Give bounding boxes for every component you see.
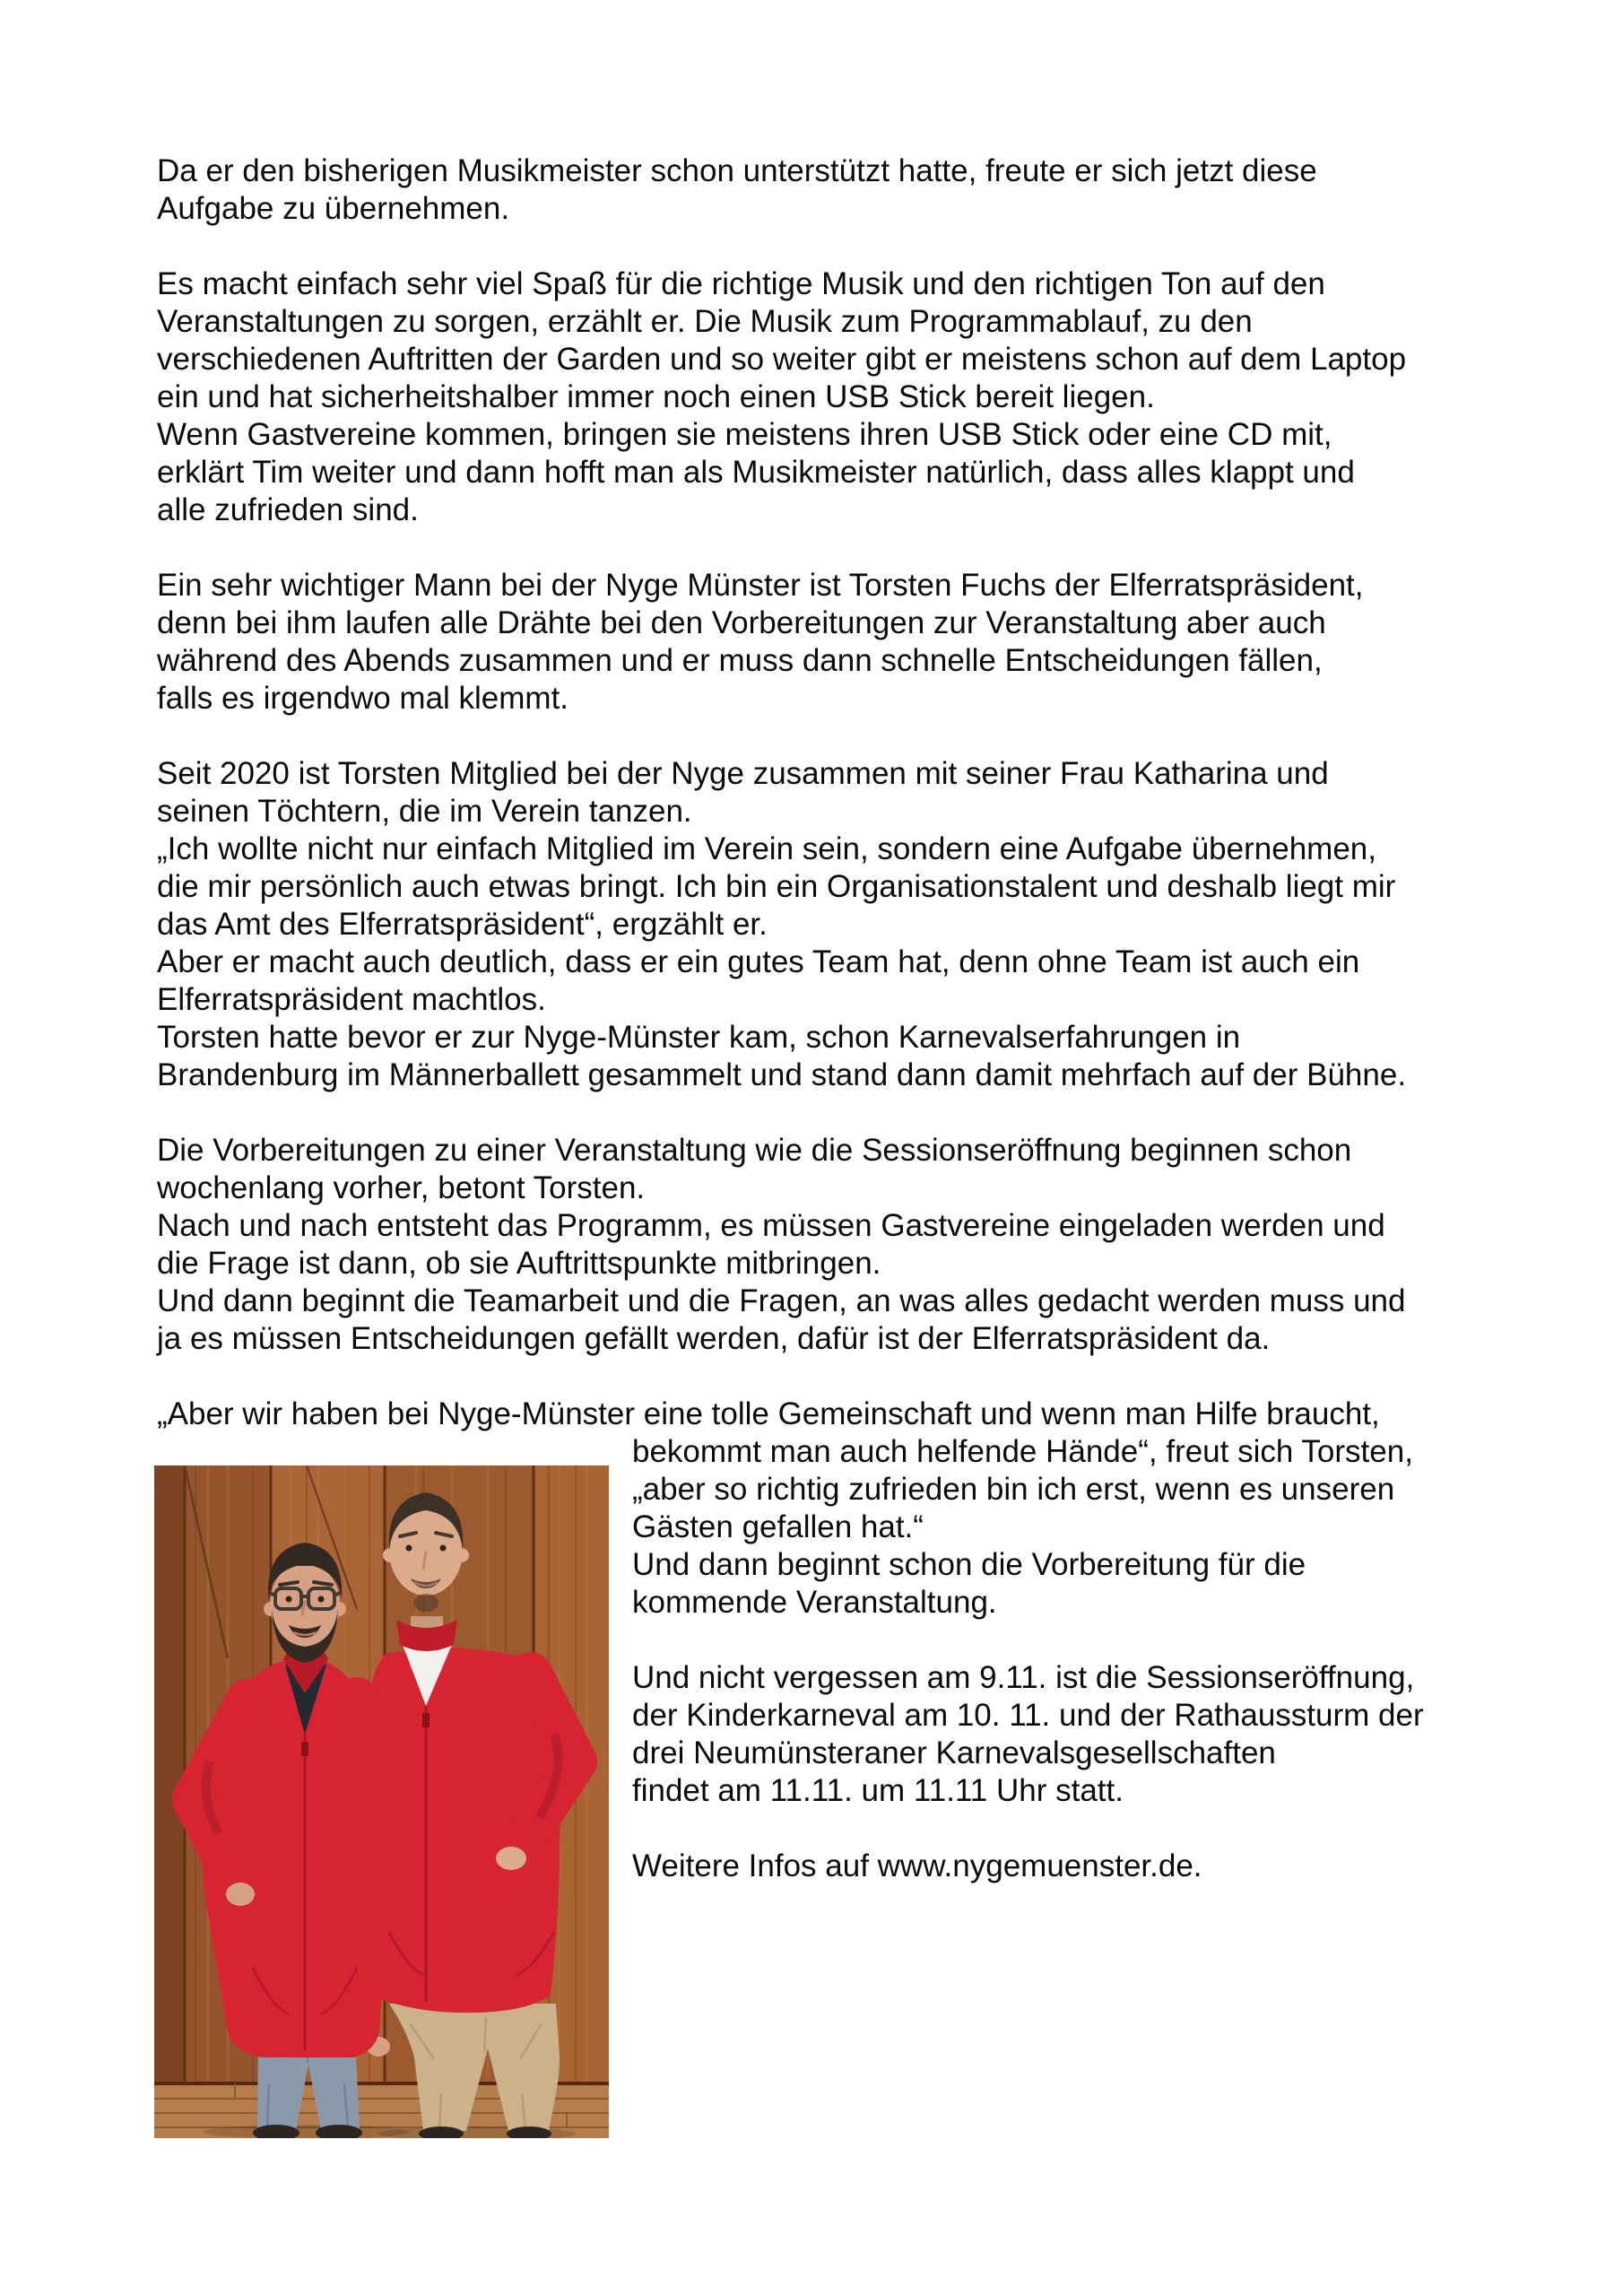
text-line: Brandenburg im Männerballett gesammelt und stand dann damit mehrfach auf der Bühne. [157, 1057, 1407, 1092]
wrapped-text-column [632, 1433, 1424, 1885]
blank-line [632, 1622, 1424, 1659]
text-line: Und dann beginnt die Teamarbeit und die Fragen, an was alles gedacht werden muss und [157, 1283, 1406, 1318]
text-line: Ein sehr wichtiger Mann bei der Nyge Münster ist Torsten Fuchs der Elferratspräsident, [157, 568, 1364, 603]
text-line: „aber so richtig zufrieden bin ich erst, wenn es unseren [632, 1472, 1395, 1507]
paragraph [157, 755, 1475, 1094]
text-line: falls es irgendwo mal klemmt. [157, 681, 569, 716]
text-line: Elferratspräsident machtlos. [157, 982, 546, 1017]
text-line: wochenlang vorher, betont Torsten. [157, 1170, 646, 1205]
photo-illustration [154, 1465, 609, 2138]
text-line: bekommt man auch helfende Hände“, freut sich Torsten, [632, 1434, 1413, 1469]
text-line: Wenn Gastvereine kommen, bringen sie meistens ihren USB Stick oder eine CD mit, [157, 417, 1332, 452]
paragraph [157, 265, 1475, 529]
text-line: Gästen gefallen hat.“ [632, 1509, 924, 1544]
text-line: das Amt des Elferratspräsident“, ergzählt er. [157, 907, 768, 942]
text-line: Weitere Infos auf www.nygemuenster.de. [632, 1848, 1202, 1883]
paragraph [632, 1659, 1424, 1810]
text-line: denn bei ihm laufen alle Drähte bei den Vorbereitungen zur Veranstaltung aber auch [157, 605, 1326, 640]
text-line: ja es müssen Entscheidungen gefällt werden, dafür ist der Elferratspräsident da. [157, 1321, 1271, 1356]
text-line: die Frage ist dann, ob sie Auftrittspunkte mitbringen. [157, 1246, 881, 1281]
text-line: der Kinderkarneval am 10. 11. und der Rathaussturm der [632, 1698, 1424, 1733]
text-line: ein und hat sicherheitshalber immer noch einen USB Stick bereit liegen. [157, 379, 1155, 414]
text-line: Die Vorbereitungen zu einer Veranstaltung wie die Sessionseröffnung beginnen schon [157, 1133, 1352, 1168]
text-line: erklärt Tim weiter und dann hofft man als Musikmeister natürlich, dass alles klappt und [157, 455, 1355, 490]
text-line: „Aber wir haben bei Nyge-Münster eine tolle Gemeinschaft und wenn man Hilfe braucht, [157, 1396, 1380, 1431]
text-line: seinen Töchtern, die im Verein tanzen. [157, 794, 692, 829]
text-line: drei Neumünsteraner Karnevalsgesellschaften [632, 1735, 1276, 1770]
text-line: Aufgabe zu übernehmen. [157, 191, 510, 226]
text-line: während des Abends zusammen und er muss dann schnelle Entscheidungen fällen, [157, 643, 1323, 678]
text-line: „Ich wollte nicht nur einfach Mitglied im Verein sein, sondern eine Aufgabe übernehmen, [157, 831, 1376, 866]
text-line: Seit 2020 ist Torsten Mitglied bei der Nyge zusammen mit seiner Frau Katharina und [157, 756, 1329, 791]
paragraph-with-photo [157, 1396, 1475, 2138]
text-line: Und nicht vergessen am 9.11. ist die Sessionseröffnung, [632, 1660, 1415, 1695]
photo-two-men-red-jackets [154, 1465, 609, 2138]
paragraph [632, 1848, 1424, 1885]
paragraph [157, 567, 1475, 718]
text-line: findet am 11.11. um 11.11 Uhr statt. [632, 1773, 1124, 1808]
text-line: alle zufrieden sind. [157, 492, 419, 527]
paragraph [157, 152, 1475, 228]
paragraph [157, 1132, 1475, 1358]
photo-text-row [157, 1433, 1475, 2138]
paragraph [632, 1433, 1424, 1622]
text-line: Da er den bisherigen Musikmeister schon unterstützt hatte, freute er sich jetzt diese [157, 153, 1317, 188]
text-line: Nach und nach entsteht das Programm, es müssen Gastvereine eingeladen werden und [157, 1208, 1385, 1243]
article-body [157, 152, 1475, 2138]
text-line: Aber er macht auch deutlich, dass er ein gutes Team hat, denn ohne Team ist auch ein [157, 944, 1360, 979]
text-line: Und dann beginnt schon die Vorbereitung für die [632, 1547, 1306, 1582]
text-line: Es macht einfach sehr viel Spaß für die richtige Musik und den richtigen Ton auf den [157, 266, 1325, 301]
text-line: die mir persönlich auch etwas bringt. Ich bin ein Organisationstalent und deshalb liegt mir [157, 869, 1396, 904]
text-line: Torsten hatte bevor er zur Nyge-Münster kam, schon Karnevalserfahrungen in [157, 1020, 1241, 1055]
blank-line [632, 1810, 1424, 1848]
text-line: Veranstaltungen zu sorgen, erzählt er. Die Musik zum Programmablauf, zu den [157, 304, 1253, 339]
text-line: kommende Veranstaltung. [632, 1585, 997, 1620]
text-line: verschiedenen Auftritten der Garden und so weiter gibt er meistens schon auf dem Laptop [157, 342, 1407, 377]
